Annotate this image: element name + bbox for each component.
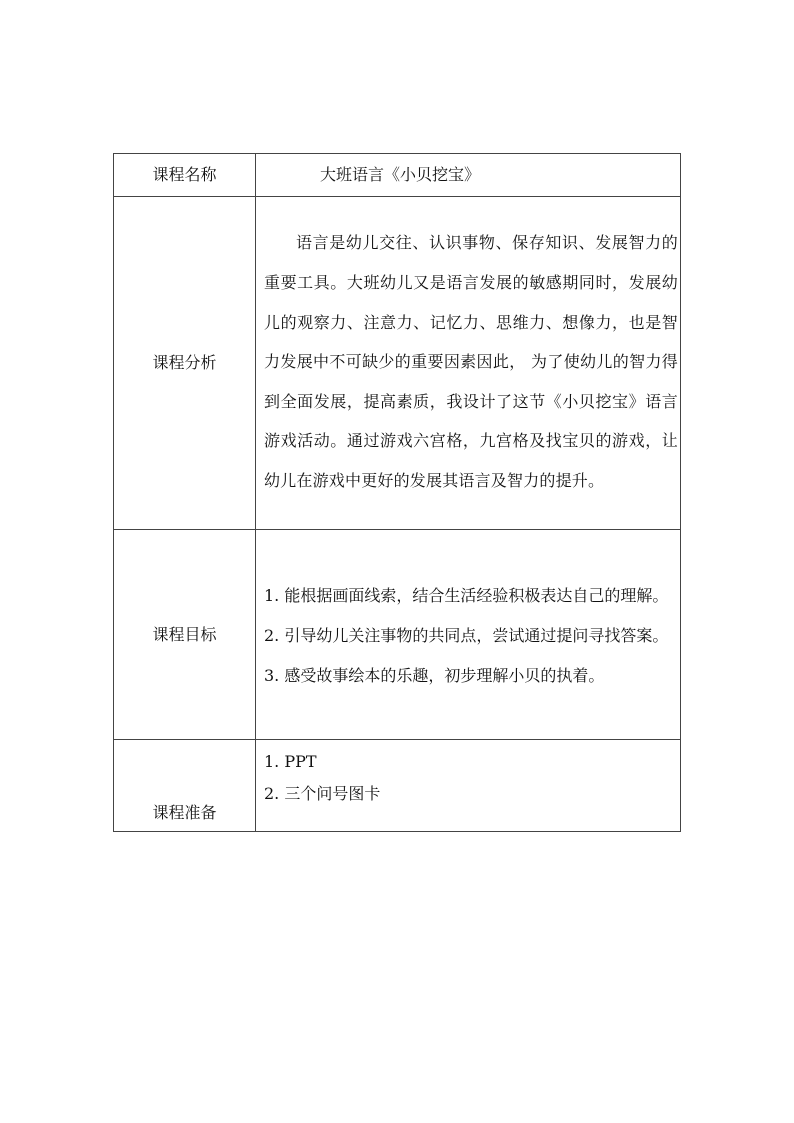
course-goals-row bbox=[114, 530, 681, 740]
course-prep-cell bbox=[256, 740, 681, 832]
course-analysis-row bbox=[114, 197, 681, 530]
course-goal-item: 1. 能根据画面线索，结合生活经验积极表达自己的理解。 bbox=[264, 586, 669, 605]
course-analysis-text: 语言是幼儿交往、认识事物、保存知识、发展智力的重要工具。大班幼儿又是语言发展的敏感期同时，发展幼儿的观察力、注意力、记忆力、思维力、想像力，也是智力发展中不可缺少的重要因素因此， 为了使幼儿的智力得到全面发展，提高素质，我设计了这节《小贝挖宝》语言游戏活动。通过游戏六宫格，九宫格及找宝贝的游戏，让幼儿在游戏中更好的发展其语言及智力的提升。 bbox=[264, 233, 678, 490]
course-name-row bbox=[114, 154, 681, 197]
course-analysis-cell bbox=[256, 197, 681, 530]
lesson-plan-table bbox=[113, 153, 681, 832]
course-prep-row bbox=[114, 740, 681, 832]
course-name-cell bbox=[256, 154, 681, 197]
course-goals-cell bbox=[256, 530, 681, 740]
course-goals-list bbox=[256, 573, 680, 696]
course-prep-item: 2. 三个问号图卡 bbox=[264, 784, 381, 803]
course-prep-item: 1. PPT bbox=[264, 752, 317, 771]
course-goals-label: 课程目标 bbox=[114, 530, 256, 740]
course-name-value: 大班语言《小贝挖宝》 bbox=[320, 165, 481, 184]
course-goal-item: 2. 引导幼儿关注事物的共同点，尝试通过提问寻找答案。 bbox=[264, 626, 669, 645]
course-analysis-label: 课程分析 bbox=[114, 197, 256, 530]
course-prep-label: 课程准备 bbox=[114, 740, 256, 832]
course-name-label: 课程名称 bbox=[114, 154, 256, 197]
course-goal-item: 3. 感受故事绘本的乐趣，初步理解小贝的执着。 bbox=[264, 666, 605, 685]
